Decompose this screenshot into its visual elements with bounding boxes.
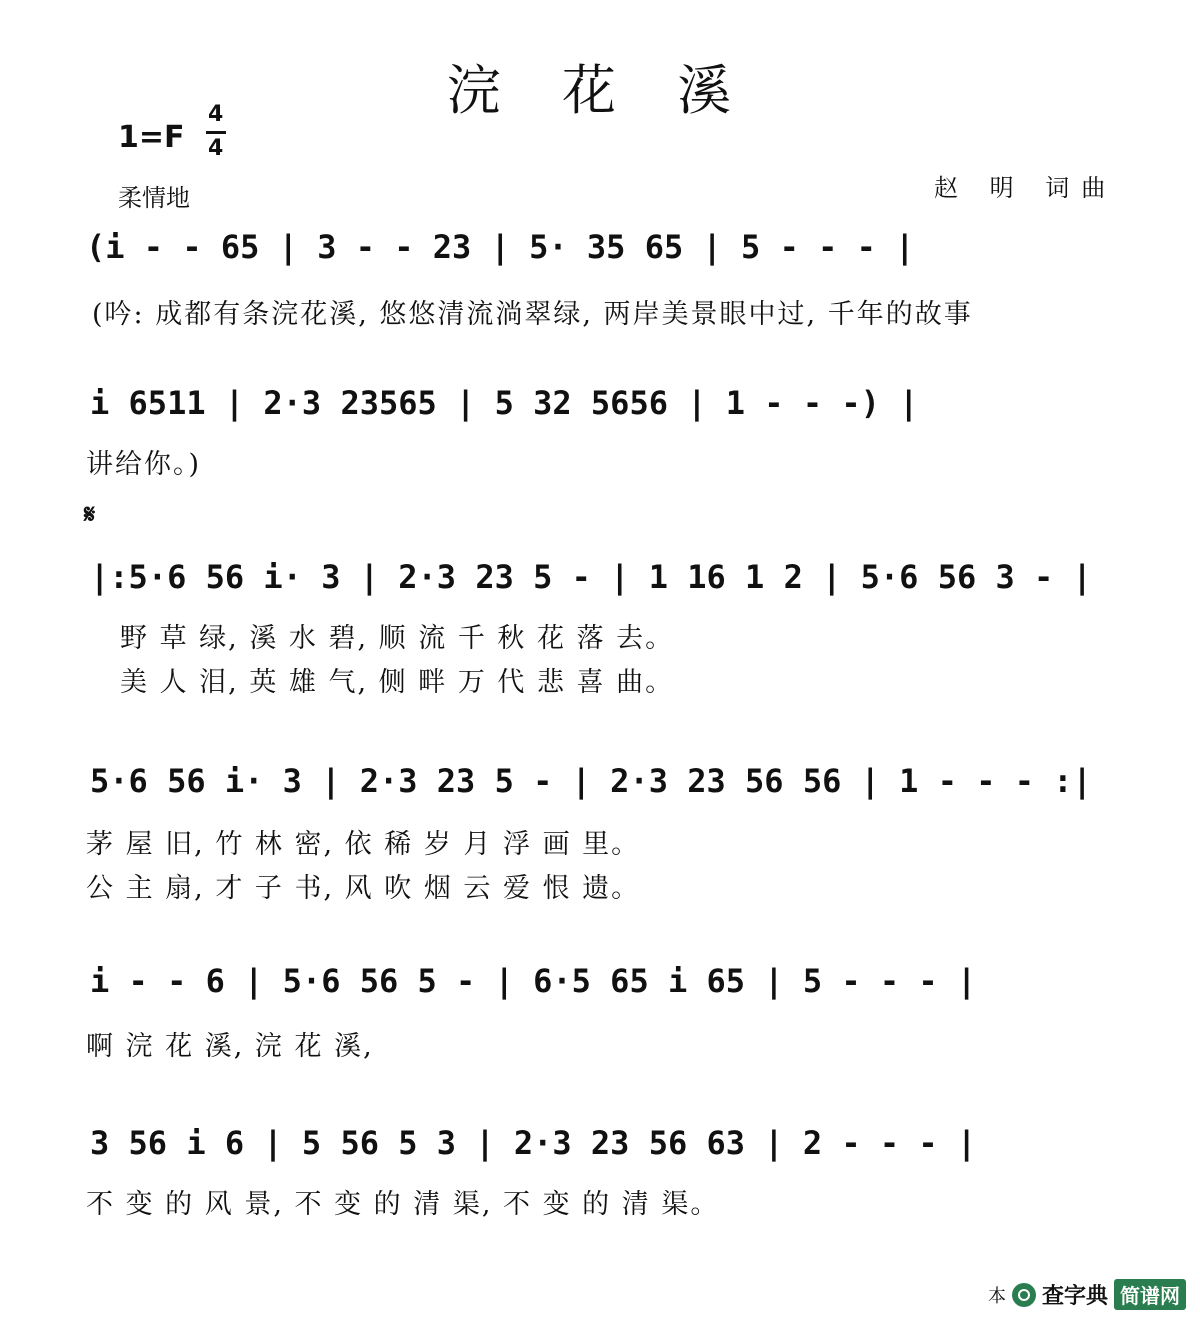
time-signature-top: 4 <box>208 102 224 127</box>
notation-line: 3 56 i 6 | 5 56 5 3 | 2·3 23 56 63 | 2 - - - | <box>90 1124 977 1162</box>
lyric-line: 讲给你。) <box>86 449 202 480</box>
watermark-tag: 简谱网 <box>1114 1279 1186 1310</box>
tempo-marking: 柔情地 <box>118 184 190 212</box>
time-signature-divider <box>206 131 226 134</box>
lyric-line: 茅 屋 旧, 竹 林 密, 依 稀 岁 月 浮 画 里。 <box>86 829 641 860</box>
magnifier-icon <box>1012 1283 1036 1307</box>
key-signature: 1=F <box>118 120 185 155</box>
lyric-line: 啊 浣 花 溪, 浣 花 溪, <box>86 1031 374 1062</box>
song-title: 浣 花 溪 <box>446 59 754 122</box>
lyric-line: 不 变 的 风 景, 不 变 的 清 渠, 不 变 的 清 渠。 <box>86 1189 720 1220</box>
notation-line: |:5·6 56 i· 3 | 2·3 23 5 - | 1 16 1 2 | 5·6 56 3 - | <box>90 558 1092 596</box>
lyric-line: 野 草 绿, 溪 水 碧, 顺 流 千 秋 花 落 去。 <box>120 623 675 654</box>
watermark-prefix: 本 <box>987 1285 1006 1307</box>
time-signature-bottom: 4 <box>208 136 224 161</box>
lyric-line: 公 主 扇, 才 子 书, 风 吹 烟 云 爱 恨 遗。 <box>86 873 641 904</box>
segno-sign: 𝄋 <box>84 500 96 530</box>
lyric-line: (吟: 成都有条浣花溪, 悠悠清流淌翠绿, 两岸美景眼中过, 千年的故事 <box>92 299 973 330</box>
site-watermark <box>988 1279 1186 1310</box>
notation-line: (i - - 65 | 3 - - 23 | 5· 35 65 | 5 - - - | <box>86 228 915 266</box>
notation-line: 5·6 56 i· 3 | 2·3 23 5 - | 2·3 23 56 56 | 1 - - - :| <box>90 762 1092 800</box>
notation-line: i - - 6 | 5·6 56 5 - | 6·5 65 i 65 | 5 - - - | <box>90 962 977 1000</box>
author-credit: 赵 明 词曲 <box>934 174 1118 202</box>
notation-line: i 6511 | 2·3 23565 | 5 32 5656 | 1 - - -) | <box>90 384 919 422</box>
lyric-line: 美 人 泪, 英 雄 气, 侧 畔 万 代 悲 喜 曲。 <box>120 667 675 698</box>
watermark-brand: 查字典 <box>1041 1284 1108 1309</box>
